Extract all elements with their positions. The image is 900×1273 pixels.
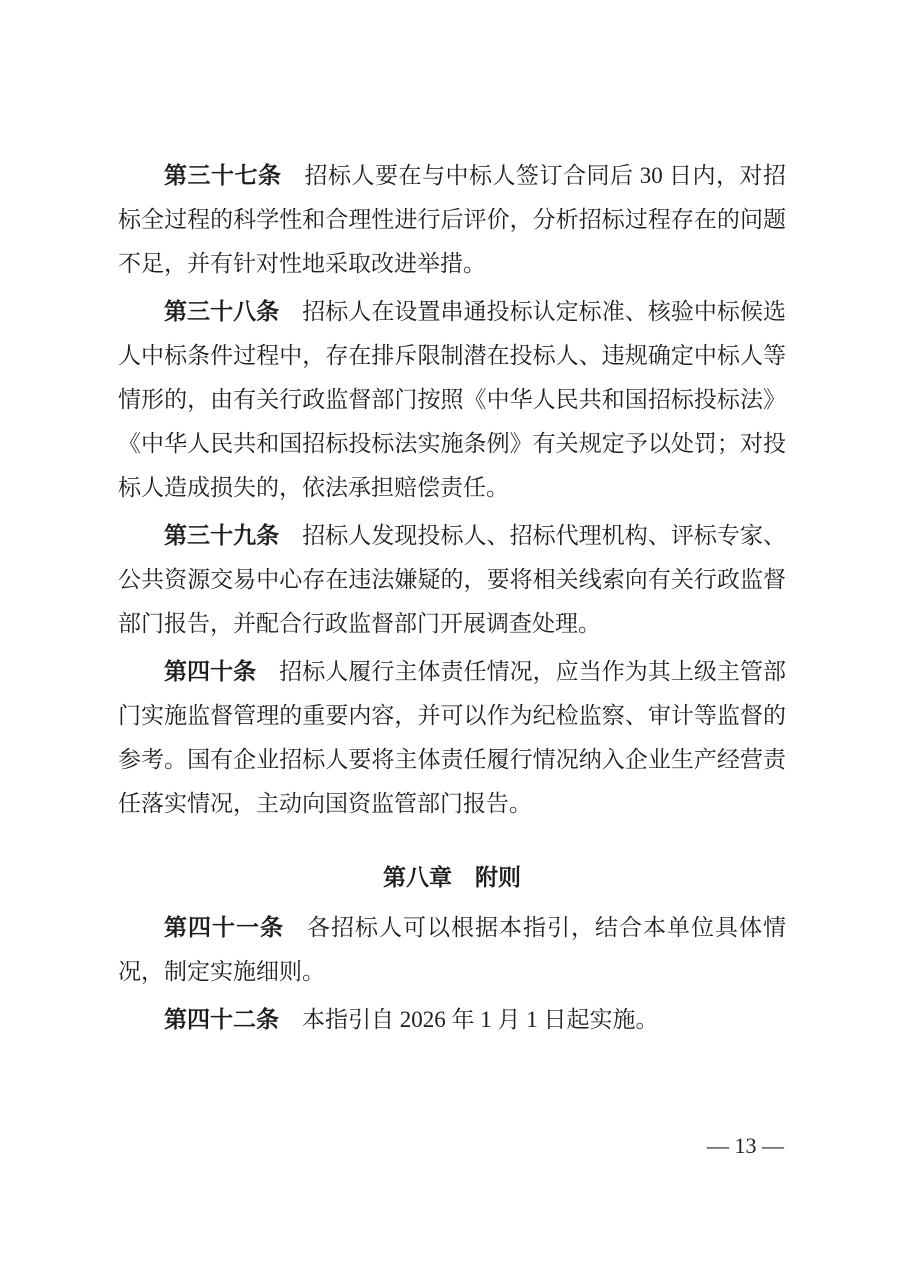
document-body	[118, 154, 786, 1046]
article-37-paragraph	[118, 154, 786, 286]
article-39-paragraph	[118, 514, 786, 646]
article-42-text: 本指引自 2026 年 1 月 1 日起实施。	[302, 1007, 659, 1032]
article-37-number: 第三十七条	[164, 163, 282, 188]
article-38-number: 第三十八条	[164, 299, 280, 324]
article-39-text: 招标人发现投标人、招标代理机构、评标专家、公共资源交易中心存在违法嫌疑的，要将相关线索向有关行政监督部门报告，并配合行政监督部门开展调查处理。	[118, 523, 787, 636]
article-42-paragraph	[118, 998, 786, 1042]
article-40-paragraph	[118, 650, 786, 826]
article-41-text: 各招标人可以根据本指引，结合本单位具体情况，制定实施细则。	[118, 915, 786, 984]
page-number: — 13 —	[707, 1133, 784, 1158]
article-38-text: 招标人在设置串通投标认定标准、核验中标候选人中标条件过程中，存在排斥限制潜在投标人、违规确定中标人等情形的，由有关行政监督部门按照《中华人民共和国招标投标法》《中华人民共和国招标投标法实施条例》有关规定予以处罚；对投标人造成损失的，依法承担赔偿责任。	[118, 299, 787, 500]
article-41-number: 第四十一条	[164, 915, 284, 940]
article-37-text: 招标人要在与中标人签订合同后 30 日内，对招标全过程的科学性和合理性进行后评价，分析招标过程存在的问题不足，并有针对性地采取改进举措。	[118, 163, 786, 276]
article-38-paragraph	[118, 290, 786, 510]
article-40-number: 第四十条	[164, 659, 257, 684]
article-41-paragraph	[118, 906, 786, 994]
article-40-text: 招标人履行主体责任情况，应当作为其上级主管部门实施监督管理的重要内容，并可以作为纪检监察、审计等监督的参考。国有企业招标人要将主体责任履行情况纳入企业生产经营责任落实情况，主动向国资监管部门报告。	[118, 659, 787, 816]
article-42-number: 第四十二条	[164, 1007, 279, 1032]
article-39-number: 第三十九条	[164, 523, 280, 548]
chapter-8-heading: 第八章 附则	[383, 865, 521, 890]
